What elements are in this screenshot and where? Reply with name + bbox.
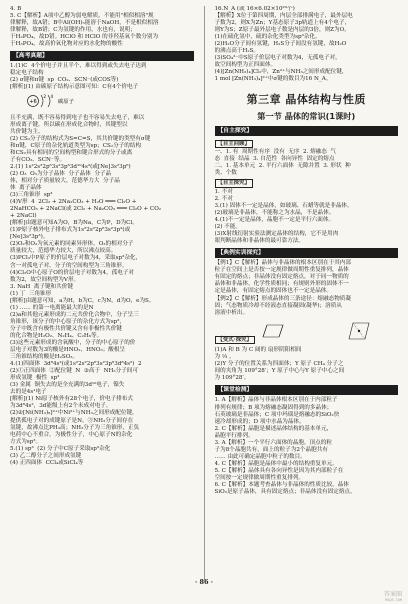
answer-line: 1. 不对 <box>214 188 233 195</box>
practice-answers <box>215 397 399 496</box>
answer-line: 6. C【解析】本题考查晶体与非晶体的性质比较，晶体 <box>214 482 349 489</box>
high-exam-section-header: 【高考真题】 <box>10 51 194 61</box>
self-explore-tag: 【自主探究】 <box>215 179 253 188</box>
answer-line: (2)②[Ni(NH₃)₆]²⁺中Ni²⁺与NH₃之间形成配位键， <box>10 410 138 417</box>
answer-line: 粒子在空间上是否按一定规律做周期性重复排列，晶体 <box>214 267 349 274</box>
lesson-title: 第一节 晶体的常识(1课时) <box>257 110 356 121</box>
answer-line: 为3d⁸4s²，3d能级上有2个未成对电子。 <box>10 403 112 410</box>
answer-line: 类、个数 <box>214 170 237 177</box>
answer-line: 眼判断晶体和非晶体的最可靠方法。 <box>214 238 305 245</box>
answer-line: (1)在硫化氢中，硫的杂化类型为sp³杂化。 <box>214 34 321 41</box>
answer-line: (2)玻璃是非晶体，不能称之为水晶，不是晶体。 <box>214 210 335 217</box>
answer-line: 间的夹角为 109°28′；Y 原子中心与Y 原子中心之间 <box>214 368 345 375</box>
answer-line: (1) 丁 三角锥形 <box>10 290 52 297</box>
answer-line: 【解析】X位于第四周期，内层全部排满电子，最外层电 <box>214 13 353 20</box>
answer-line: 层电子对数为3的酸是HNO₂、HNO₃；酸根呈 <box>10 347 126 354</box>
answer-line: (3)PCl₃中P原子的价层电子对数为4，采取sp³杂化， <box>10 255 142 262</box>
right-pre-answers <box>215 6 399 84</box>
answer-line: 3.(1) 固体不一定是晶体，如玻璃、石蜡等就是非晶体。 <box>214 202 353 209</box>
answer-line: (2) σ键和π键 sp CO₂、SCN⁻(或COS等) <box>10 77 119 84</box>
answer-line: (3)X射线衍射实验法测定晶体的结构，它不是用肉 <box>214 231 339 238</box>
answer-line: [解析](1) Ni原子核外有28个电子，价电子排布式 <box>10 396 133 403</box>
answer-line: (3) 乙二醇分子之间形成氢键 <box>10 452 82 459</box>
answer-line: 排列有规律；B 项为熔融态凝固得到的多晶体； <box>214 404 333 411</box>
answer-line: 含一对孤电子对，分子的空间构型为三角锥形。 <box>10 262 128 269</box>
answer-line: 【例2】C【解析】形成晶体的三条途径：熔融态物质凝 <box>214 295 351 302</box>
variant-figure-row <box>215 319 399 346</box>
answer-line: 【例1】C【解析】晶体与非晶体的根本区别在于其内部 <box>214 260 351 267</box>
svg-text:4: 4 <box>50 94 54 100</box>
answer-line: 子有CO₂、SCN⁻等。 <box>10 156 66 163</box>
answer-line: (2)H₂O分子间有氢键，H₂S分子间没有氢键，故H₂O <box>214 41 347 48</box>
answer-line: 子为8个晶胞共有，面上的粒子为2个晶胞共有 <box>214 446 328 453</box>
variant-answers <box>215 347 399 382</box>
example-answers <box>215 260 399 316</box>
watermark: 答案圈 <box>383 590 402 598</box>
answer-line: (4)[Zn(NH₃)₄]Cl₂中，Zn²⁺与NH₃之间形成配位键， <box>214 69 348 76</box>
answer-line: 空间按一定规律做周期性重复排列。 <box>214 474 305 481</box>
answer-line: 为 ⅓ 。 <box>214 354 235 361</box>
answer-line: 有固定的熔点；非晶体没有固定熔点，对于同一物质的 <box>214 274 349 281</box>
answer-line: 质量较大，范德华力较大，所以沸点较高。 <box>10 248 117 255</box>
answer-line: 2. 不对 <box>214 195 233 202</box>
answer-line: 一、1. 有 周期性有序 没有 无序 2. 熔融态 气 <box>214 149 337 156</box>
answer-line: 晶胞平行排列。 <box>214 432 254 439</box>
answer-line: [解析]由题意可知，a为H，b为C，c为N，d为O，e为S。 <box>10 297 155 304</box>
answer-line: 和CS₂具有相同的空间构型和键合形式的分子或离 <box>10 149 133 156</box>
answer-line: (3)三角锥形 sp³ <box>10 192 53 199</box>
answer-line: (2) CS₂分子的结构式为S=C=S，其共价键的类型有σ键 <box>10 135 151 142</box>
answer-line: 固；气态物质冷却不经液态直接凝固(凝华)；溶质从 <box>214 302 342 309</box>
answer-line: 形成离子键，所以碳在形成化合物时，其键型以 <box>10 121 128 128</box>
answer-line: 数为2，故空间构型为V形。 <box>10 276 80 283</box>
answer-line: 1.(1)C 4个价电子并且半个，难以得到或失去电子达到 <box>10 63 147 70</box>
answer-line: 5. C【解析】晶体具有各向异性是因为其内部粒子在 <box>214 467 344 474</box>
answer-line: 石英玻璃是非晶体；C 项中玛瑙是熔融态的SiO₂快 <box>214 411 340 418</box>
chapter-title: 第三章 晶体结构与性质 <box>246 92 366 106</box>
typical-example-section-header: 【典例实训探究】 <box>215 248 399 258</box>
answer-line: 体 离子晶体 <box>10 184 42 191</box>
answer-line: (3) 金属 铜失去的是全充满的3d¹⁰电子，镍失 <box>10 382 125 389</box>
answer-line: 形成氢键 极性 sp³ <box>10 375 60 382</box>
answer-line: 态 直接 结晶 3. 自范性 各向异性 固定的熔点 <box>214 156 335 163</box>
answer-line: 则Y为S；Z原子最外层电子数是内层的3倍，则Z为O。 <box>214 27 350 34</box>
answer-line: (4)Cl₂O中心原子O的价层电子对数为4，孤电子对 <box>10 269 135 276</box>
answer-line: 2. C【解析】晶胞是描述晶体结构的基本单元， <box>214 425 333 432</box>
svg-text:2: 2 <box>43 94 47 100</box>
answer-line: 提供孤电子对的成键原子是N。③NH₃分子间存在 <box>10 417 134 424</box>
answer-line: 律解释，故B错；C为氢键的作用，水也有，说明； <box>10 27 136 34</box>
left-column <box>10 6 194 580</box>
answer-line: 于H₃PO₄，故高价氧化物对应的水化物的酸性 <box>10 41 123 48</box>
answer-line: 溶液中析出。 <box>214 309 249 316</box>
answer-line: 2.(1) 1s²2s²2p⁶3s²3p⁶3d¹⁰4s²(或[Ne]3s²3p⁶) <box>10 163 131 170</box>
answer-line: 故空间构型为正四面体。 <box>214 62 277 69</box>
answer-line: 16.N_A (或 16×6.02×10²³个) <box>214 6 295 12</box>
practice-section-header: 【课堂检测】 <box>215 385 399 395</box>
answer-line: (2) 不能。 <box>214 224 241 231</box>
answer-line: 1. A【解析】晶体与非晶体根本区别在于内部粒子 <box>214 397 338 404</box>
self-study-section-header: 【自主探究】 <box>215 126 399 136</box>
answer-line: (4) 正四面体 CCl₄或SiCl₄等 <box>10 459 84 466</box>
answer-line: 二、1. 基本单元 2. 平行六面体 无隙并置 3. 形状 种 <box>214 163 351 170</box>
page-number: · 86 · <box>194 577 214 586</box>
answer-line: [Ne]3s²3p³)。 <box>10 234 49 241</box>
self-review-answers <box>215 149 399 177</box>
answer-line: 4. B <box>10 6 22 12</box>
answer-line: 分子中既含有极性共价键又含有非极性共价键 <box>10 325 122 332</box>
answer-line: 3. NaH 离子键和共价键 <box>10 283 73 290</box>
answer-line: 子数为2，则X为Zn；Y基态原子3p轨道上有4个电子， <box>214 20 351 27</box>
svg-text:+6: +6 <box>29 99 37 106</box>
answer-line: 1 mol [Zn(NH₃)₄]²⁺中σ键的数目为16 N_A。 <box>214 76 332 83</box>
left-remaining-answers <box>10 115 194 467</box>
answer-line: 晶体和非晶体，化学性质相同；有规则外形的固体不一 <box>214 281 349 288</box>
answer-line: 4. C【解析】晶胞是晶体中最小的结构重复单元。 <box>214 460 338 467</box>
svg-text:碳原子: 碳原子 <box>58 99 74 106</box>
watermark-url: MXQE.COM <box>385 597 402 602</box>
self-review-tag: 【自主回顾】 <box>215 140 253 149</box>
answer-line: 体，相对分子质量较大，范德华力大 分子晶 <box>10 177 120 184</box>
variant-tag: 【变式·探究】 <box>215 336 255 345</box>
answer-line: 的化合物是H₂O₂、N₂H₄、C₂H₆等。 <box>10 332 103 339</box>
carbon-atom-structure-diagram <box>24 93 194 112</box>
answer-line: 4.(1)不一定是晶体，晶胞不一定是平行六面体。 <box>214 217 335 224</box>
answer-line: 三角锥结构的酸是H₂SO₃。 <box>10 354 79 361</box>
atom-structure-icon <box>24 93 102 109</box>
answer-line: 角锥形，该分子的中心原子的杂化方式为sp³， <box>10 318 125 325</box>
answer-line: 2NaHCO₃ + 2NaCl(或 2Cl₂ + Na₂CO₃ ═══ Cl₂O + CO₂ <box>10 206 162 213</box>
answer-line: 稳定电子结构 <box>10 70 44 77</box>
answer-line: (4)V形 4 2Cl₂ + 2Na₂CO₃ + H₂O ═══ Cl₂O + <box>10 199 137 206</box>
answer-line: (1) …… 的第一电离能最大的是N <box>10 304 94 311</box>
answer-line: [解析]由题意可知A为O，B为Na，C为P，D为Cl。 <box>10 220 138 227</box>
answer-line: 和π键，C原子的杂化轨道类型为sp；CS₂分子的结构 <box>10 142 142 149</box>
answer-line: 方式为sp³。 <box>10 438 42 445</box>
answer-line: 4.(1)四面体 3d⁸4s²(或1s²2s²2p⁶3s²3p⁶3d⁸4s²) 2 <box>10 361 142 368</box>
answer-line: (1)P原子核外电子排布式为1s²2s²2p⁶3s²3p³(或 <box>10 227 131 234</box>
crystal-diagram-icon <box>257 319 377 341</box>
answer-line: SiO₂是原子晶体，具有固定熔点；非晶体没有固定熔点。 <box>214 489 356 496</box>
answer-line: (3)这些元素形成的含氧酸中，分子的中心原子的价 <box>10 340 136 347</box>
answer-line: (1)A 和 B 为 C 阔的 扇形阴阳相间 <box>214 347 302 354</box>
answer-line: [解析](1) 由碳原子结构示意图可知：C有4个价电子 <box>10 84 139 91</box>
answer-line: 电荷中心不重合，为极性分子，中心原子N的杂化 <box>10 431 133 438</box>
answer-line: (2)①正四面体 ②配位键 N ③高于 NH₃分子间可 <box>10 368 138 375</box>
answer-line: 的沸点高于H₂S。 <box>214 48 260 55</box>
answer-line: 为 109°28′。 <box>214 375 250 382</box>
column-divider <box>204 6 205 580</box>
answer-line: 定是晶体，有固定熔点的固体也不一定是晶体。 <box>214 288 332 295</box>
answer-line: 律解释，故A错；B中Al(OH)₃能溶于NaOH，不是相似相溶 <box>10 20 159 27</box>
answer-line: 且半充满，既不容易得到电子也不容易失去电子，难以 <box>10 114 145 121</box>
answer-line: 于H₂PO₄，故D错。HClO 和 HClO 的非羟基氧个数分别为 <box>10 34 159 41</box>
answer-line: (2)a和其他元素形成的二元共价化合物中，分子呈三 <box>10 311 139 318</box>
answer-line: 氢键，故沸点比PH₃高；NH₃分子为三角锥形，正负 <box>10 424 140 431</box>
self-explore-answers <box>215 189 399 245</box>
high-exam-answers <box>10 63 194 91</box>
answer-line: 去的是4s¹电子 <box>10 389 47 396</box>
answer-line: (3)SO₄²⁻中S原子价层电子对数为4，无孤电子对， <box>214 55 341 62</box>
answer-line: 速冷却形成的；D 项中水晶为晶体。 <box>214 418 305 425</box>
two-column-layout <box>10 6 398 580</box>
answer-line: (2) O₃ O₃为分子晶体 分子晶体 分子晶 <box>10 170 112 177</box>
answer-line: 3. A【解析】一个平行六面体的晶胞，顶点的粒 <box>214 439 332 446</box>
answer-line: + 2NaCl) <box>10 213 37 220</box>
answer-line: (2)Y 分子的位置关系为四面体；Y 原子 CH₄ 分子之 <box>214 361 344 368</box>
answer-line: 5. C【解析】A项中乙醇为弱电解质，不能用"相似相溶"规 <box>10 13 154 20</box>
left-pre-answers <box>10 6 194 48</box>
answer-line: (2)O₂和O₃为氧元素的同素异形体，O₃的相对分子 <box>10 241 134 248</box>
answer-line: 5.(1) sp³ (2) 分子中C原子采取sp²杂化 <box>10 445 111 452</box>
answer-line: …… 由此可确定晶胞中粒子的数目。 <box>214 453 306 460</box>
answer-line: 共价键为主。 <box>10 128 44 135</box>
right-column <box>215 6 399 580</box>
